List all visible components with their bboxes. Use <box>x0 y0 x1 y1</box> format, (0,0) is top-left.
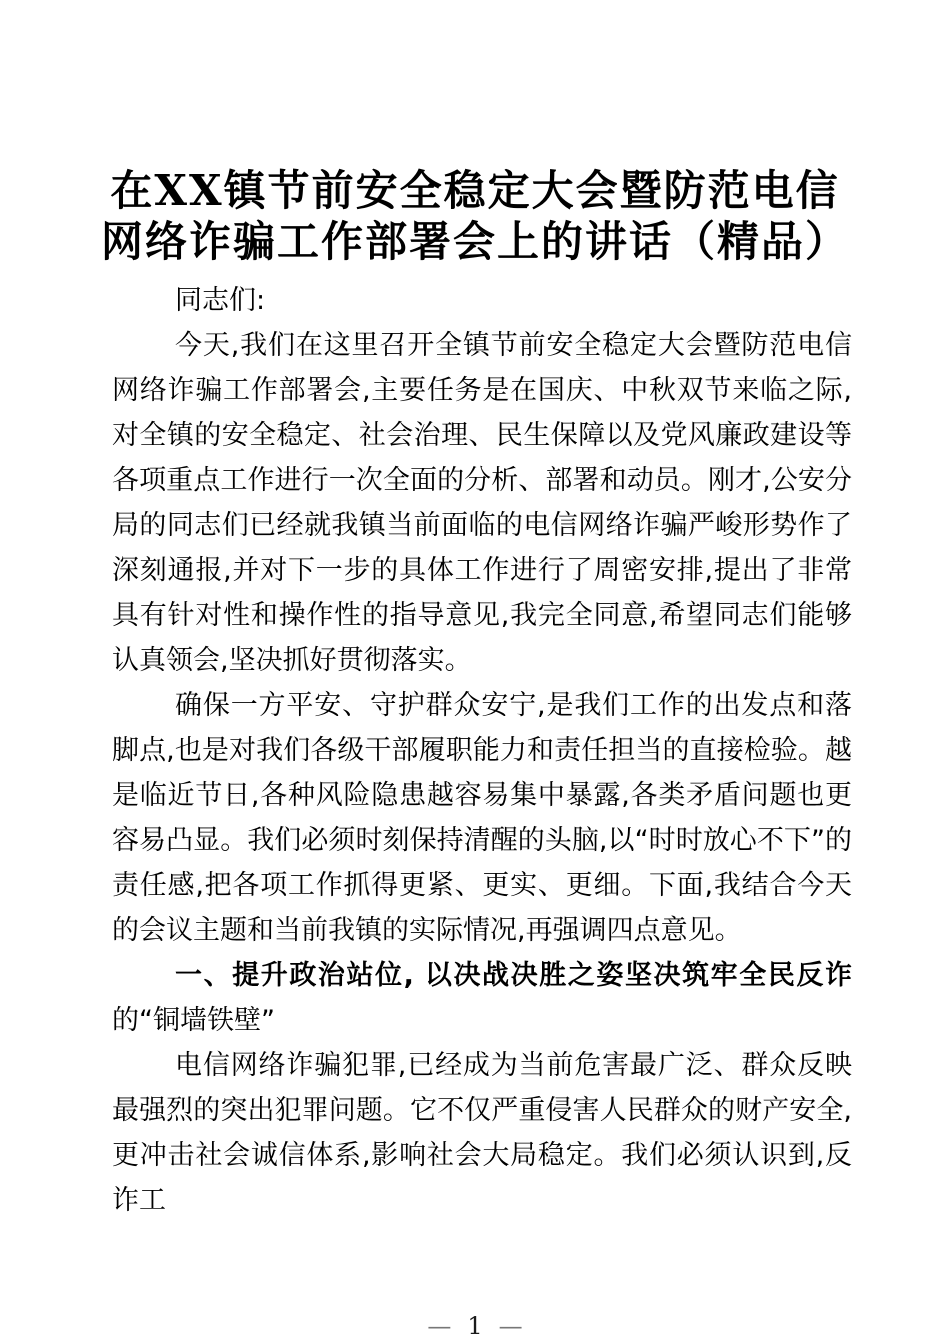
footer-dash-right: — <box>498 1312 523 1340</box>
paragraph-2: 确保一方平安、守护群众安宁,是我们工作的出发点和落脚点,也是对我们各级干部履职能力和责任担当的直接检验。越是临近节日,各种风险隐患越容易集中暴露,各类矛盾问题也更容易凸显。我们必须时刻保持清醒的头脑,以“时时放心不下”的责任感,把各项工作抓得更紧、更实、更细。下面,我结合今天的会议主题和当前我镇的实际情况,再强调四点意见。 <box>112 690 852 946</box>
paragraph-1: 今天,我们在这里召开全镇节前安全稳定大会暨防范电信网络诈骗工作部署会,主要任务是在国庆、中秋双节来临之际,对全镇的安全稳定、社会治理、民生保障以及党风廉政建设等各项重点工作进行一次全面的分析、部署和动员。刚才,公安分局的同志们已经就我镇当前面临的电信网络诈骗严峻形势作了深刻通报,并对下一步的具体工作进行了周密安排,提出了非常具有针对性和操作性的指导意见,我完全同意,希望同志们能够认真领会,坚决抓好贯彻落实。 <box>112 330 852 676</box>
section-heading-1-bold-text: 一、提升政治站位, 以决战决胜之姿坚决筑牢全民反诈 <box>175 960 852 991</box>
title-line-1: 在XX镇节前安全稳定大会暨防范电信 <box>110 166 840 215</box>
section-heading-1 <box>112 953 852 1043</box>
title-line-2: 网络诈骗工作部署会上的讲话（精品） <box>100 217 849 266</box>
page-number-footer <box>0 1312 950 1340</box>
document-body <box>112 278 852 1223</box>
paragraph-3: 电信网络诈骗犯罪,已经成为当前危害最广泛、群众反映最强烈的突出犯罪问题。它不仅严重侵害人民群众的财产安全,更冲击社会诚信体系,影响社会大局稳定。我们必须认识到,反诈工 <box>112 1050 852 1216</box>
document-title <box>60 165 890 267</box>
section-heading-1-normal-text: 的“铜墙铁壁” <box>112 1005 275 1036</box>
page-number: 1 <box>467 1312 483 1340</box>
salutation: 同志们: <box>175 285 266 316</box>
footer-dash-left: — <box>427 1312 452 1340</box>
